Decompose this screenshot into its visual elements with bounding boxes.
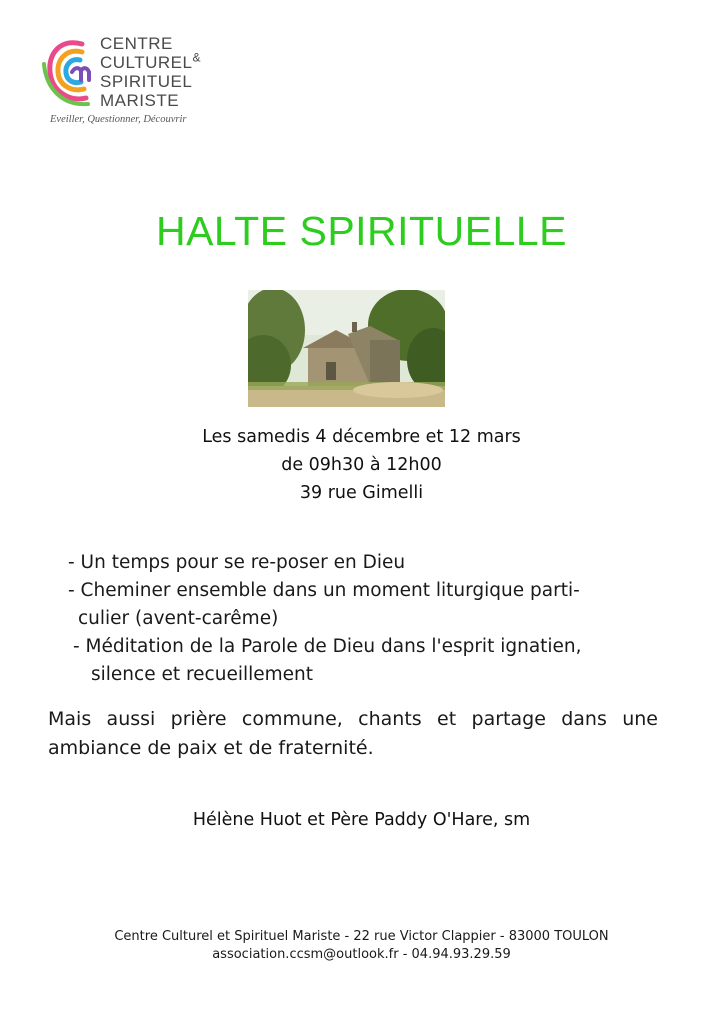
logo-wordmark: [100, 34, 201, 110]
logo-ampersand: &: [192, 50, 201, 65]
footer-contact: association.ccsm@outlook.fr - 04.94.93.29.59: [212, 947, 511, 962]
page-title: HALTE SPIRITUELLE: [155, 208, 568, 254]
ccsm-logo-icon: [42, 34, 100, 108]
event-dates: Les samedis 4 décembre et 12 mars: [202, 427, 521, 447]
bullet-3-line-1: - Méditation de la Parole de Dieu dans l'esprit ignatien,: [73, 636, 582, 657]
signature: [0, 810, 723, 830]
chapel-image: [248, 290, 445, 407]
bullet-3-line-2: silence et recueillement: [91, 664, 314, 685]
logo-line-4: MARISTE: [100, 91, 180, 110]
bullet-2-line-1: - Cheminer ensemble dans un moment liturgique parti-: [68, 580, 580, 601]
logo-line-3: SPIRITUEL: [100, 72, 193, 91]
event-address: 39 rue Gimelli: [299, 483, 424, 503]
signature-suffix: sm: [498, 810, 531, 830]
footer-address: Centre Culturel et Spirituel Mariste - 22 rue Victor Clappier - 83000 TOULON: [114, 929, 609, 944]
logo-tagline: Eveiller, Questionner, Découvrir: [50, 114, 187, 125]
event-info: [0, 423, 723, 507]
bullet-2-line-2: culier (avent-carême): [78, 608, 279, 629]
logo-line-1: CENTRE: [100, 34, 173, 53]
footer: [0, 928, 723, 964]
bullet-1: - Un temps pour se re-poser en Dieu: [68, 552, 406, 573]
closing-paragraph: Mais aussi prière commune, chants et partage dans une ambiance de paix et de fraternité.: [48, 708, 658, 759]
event-hours: de 09h30 à 12h00: [281, 455, 442, 475]
signature-names: Hélène Huot et Père Paddy O'Hare,: [192, 810, 499, 830]
logo-line-2: CULTUREL: [100, 53, 193, 72]
chapel-photo: [248, 290, 445, 407]
ccsm-logo: [42, 30, 242, 135]
